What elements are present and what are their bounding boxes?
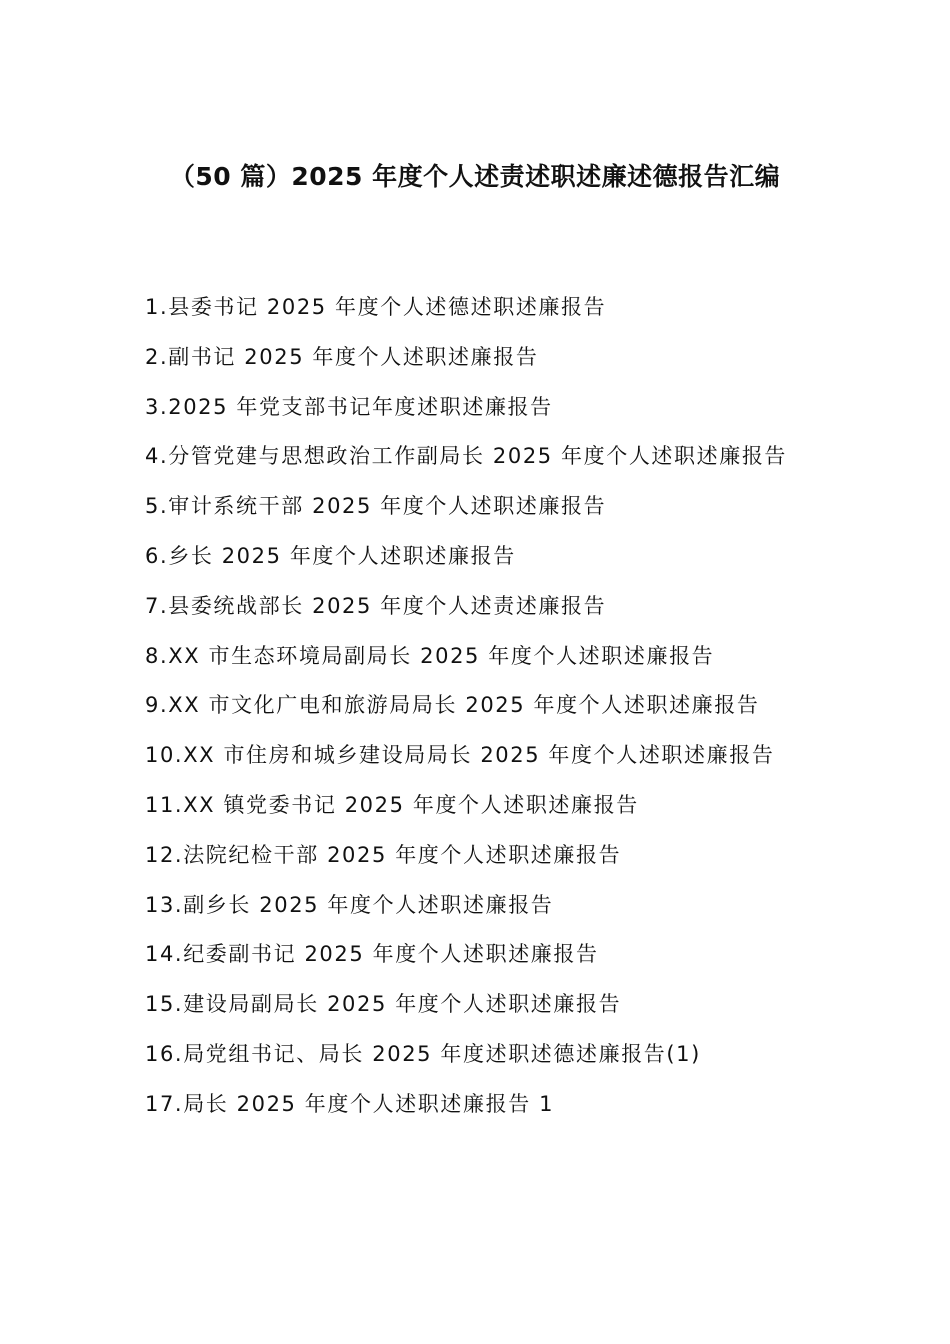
toc-item: 6.乡长 2025 年度个人述职述廉报告 bbox=[145, 543, 516, 568]
toc-item: 15.建设局副局长 2025 年度个人述职述廉报告 bbox=[145, 992, 622, 1017]
toc-item: 11.XX 镇党委书记 2025 年度个人述职述廉报告 bbox=[145, 792, 639, 817]
table-of-contents bbox=[145, 283, 815, 1130]
toc-item: 7.县委统战部长 2025 年度个人述责述廉报告 bbox=[145, 593, 607, 618]
toc-item: 2.副书记 2025 年度个人述职述廉报告 bbox=[145, 344, 539, 369]
document-title: （50 篇）2025 年度个人述责述职述廉述德报告汇编 bbox=[169, 162, 781, 191]
toc-item: 14.纪委副书记 2025 年度个人述职述廉报告 bbox=[145, 942, 599, 967]
toc-item: 5.审计系统干部 2025 年度个人述职述廉报告 bbox=[145, 494, 607, 519]
toc-item: 1.县委书记 2025 年度个人述德述职述廉报告 bbox=[145, 295, 607, 319]
toc-item: 8.XX 市生态环境局副局长 2025 年度个人述职述廉报告 bbox=[145, 643, 715, 668]
toc-item: 3.2025 年党支部书记年度述职述廉报告 bbox=[145, 394, 553, 419]
toc-item: 12.法院纪检干部 2025 年度个人述职述廉报告 bbox=[145, 842, 622, 867]
toc-item: 16.局党组书记、局长 2025 年度述职述德述廉报告(1) bbox=[145, 1041, 701, 1066]
toc-item: 10.XX 市住房和城乡建设局局长 2025 年度个人述职述廉报告 bbox=[145, 743, 775, 768]
toc-item: 9.XX 市文化广电和旅游局局长 2025 年度个人述职述廉报告 bbox=[145, 693, 760, 718]
toc-item: 13.副乡长 2025 年度个人述职述廉报告 bbox=[145, 892, 554, 917]
toc-item: 4.分管党建与思想政治工作副局长 2025 年度个人述职述廉报告 bbox=[145, 444, 788, 469]
toc-item: 17.局长 2025 年度个人述职述廉报告 1 bbox=[145, 1091, 555, 1116]
